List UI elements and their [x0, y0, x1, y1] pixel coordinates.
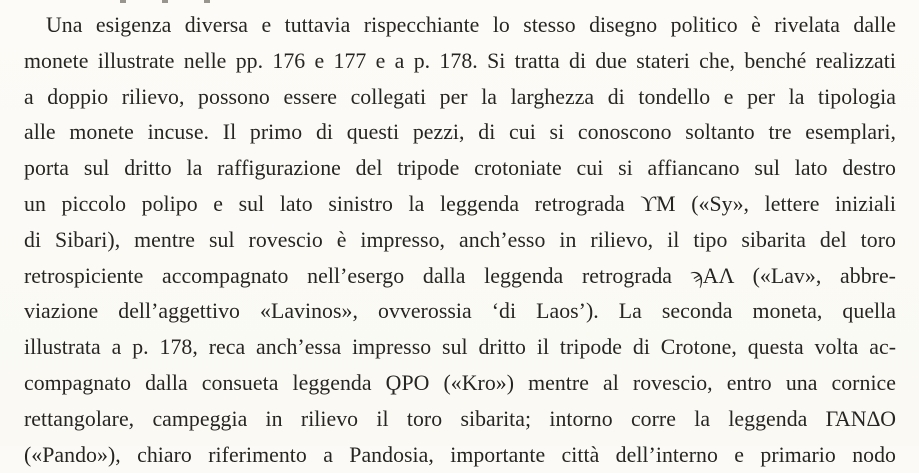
edge-mark — [204, 0, 210, 3]
paragraph-line: alle monete incuse. Il primo di questi pezzi, di cui si conoscono soltanto tre esemplari, — [24, 120, 896, 145]
paragraph-line: porta sul dritto la raffigurazione del tripode crotoniate cui si affiancano sul lato destro — [24, 156, 896, 181]
paragraph-line: Una esigenza diversa e tuttavia rispecchiante lo stesso disegno politico è rivelata dalle — [46, 13, 896, 37]
paragraph-line: illustrata a p. 178, reca anch’essa impresso sul dritto il tripode di Crotone, questa volta ac- — [24, 335, 896, 360]
paragraph-line: («Pando»), chiaro riferimento a Pandosia, importante città dell’interno e primario nodo — [24, 442, 896, 467]
paragraph-line: a doppio rilievo, possono essere collegati per la larghezza di tondello e per la tipologia — [24, 84, 896, 109]
edge-mark — [162, 0, 168, 3]
paragraph-line: compagnato dalla consueta leggenda ϘΡΟ («Kro») mentre al rovescio, entro una cornice — [24, 370, 896, 395]
top-edge-marks — [120, 0, 340, 4]
paragraph — [24, 8, 896, 473]
edge-mark — [120, 0, 126, 3]
paragraph-line: viazione dell’aggettivo «Lavinos», ovverossia ‘di Laos’). La seconda moneta, quella — [24, 299, 896, 324]
paragraph-line: di Sibari), mentre sul rovescio è impresso, anch’esso in rilievo, il tipo sibarita del toro — [24, 227, 896, 252]
paragraph-line: retrospiciente accompagnato nell’esergo dalla leggenda retrograda ϡΑΛ («Lav», abbre- — [24, 263, 896, 288]
paragraph-line: rettangolare, campeggia in rilievo il toro sibarita; intorno corre la leggenda ΓΑΝΔΟ — [24, 406, 896, 431]
paragraph-line: monete illustrate nelle pp. 176 e 177 e a p. 178. Si tratta di due stateri che, benché realizzati — [24, 48, 896, 73]
paragraph-line: un piccolo polipo e sul lato sinistro la leggenda retrograda ϒΜ («Sy», lettere iniziali — [24, 191, 896, 216]
